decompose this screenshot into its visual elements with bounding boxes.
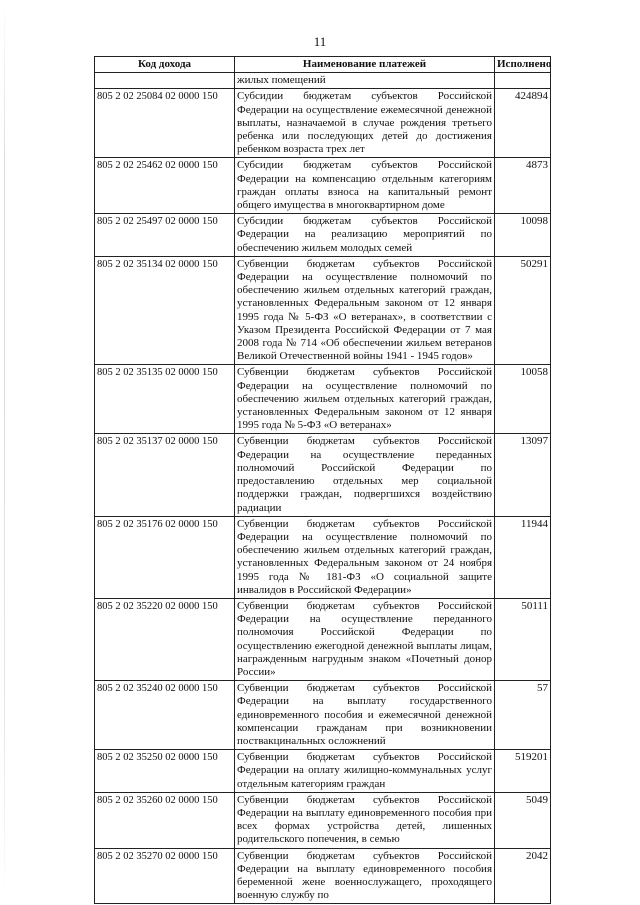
cell-amount: 5049 [495,792,551,848]
cell-code: 805 2 02 25462 02 0000 150 [95,158,235,214]
table-row [95,681,551,750]
page-number: 11 [313,34,327,49]
cell-code: 805 2 02 35240 02 0000 150 [95,681,235,750]
table-row [95,848,551,904]
table-header-row [95,57,551,73]
cell-name: Субвенции бюджетам субъектов Российской Федерации на осуществление переданного полномочия Российской Федерации по осуществлению ежегодной денежной выплаты лицам, награжденным нагрудным знаком «Почетный донор России» [235,598,495,680]
header-code: Код дохода [95,57,235,73]
table-row [95,434,551,516]
table-row-continuation [95,73,551,89]
cell-amount: 424894 [495,89,551,158]
cell-code: 805 2 02 35176 02 0000 150 [95,516,235,598]
table-row [95,792,551,848]
table-row [95,516,551,598]
cell-name: Субвенции бюджетам субъектов Российской Федерации на выплату государственного единовременного пособия и ежемесячной денежной компенсации гражданам при возникновении поствакцинальных осложнений [235,681,495,750]
table-row [95,158,551,214]
cell-name: Субвенции бюджетам субъектов Российской Федерации на осуществление полномочий по обеспечению жильем отдельных категорий граждан, установленных Федеральным законом от 24 ноября 1995 года № 181-ФЗ «О социальной защите инвалидов в Российской Федерации» [235,516,495,598]
cell-name: Субвенции бюджетам субъектов Российской Федерации на осуществление полномочий по обеспечению жильем отдельных категорий граждан, установленных Федеральным законом от 12 января 1995 года № 5-ФЗ «О ветеранах» [235,365,495,434]
table-row [95,89,551,158]
cell-name: Субвенции бюджетам субъектов Российской Федерации на осуществление переданных полномочий Российской Федерации по предоставлению отдельных мер социальной поддержки граждан, подвергшихся воздействию радиации [235,434,495,516]
table-row [95,598,551,680]
cell-code: 805 2 02 35220 02 0000 150 [95,598,235,680]
cell-amount [495,73,551,89]
cell-code: 805 2 02 25497 02 0000 150 [95,214,235,257]
table-row [95,256,551,365]
cell-amount: 519201 [495,750,551,793]
cell-name: Субсидии бюджетам субъектов Российской Федерации на реализацию мероприятий по обеспечению жильем молодых семей [235,214,495,257]
cell-name: Субвенции бюджетам субъектов Российской Федерации на выплату единовременного пособия при всех формах устройства детей, лишенных родительского попечения, в семью [235,792,495,848]
revenue-table [94,56,551,904]
cell-amount: 50111 [495,598,551,680]
header-amount: Исполнено [495,57,551,73]
cell-amount: 2042 [495,848,551,904]
cell-code: 805 2 02 35250 02 0000 150 [95,750,235,793]
cell-amount: 10058 [495,365,551,434]
cell-name: жилых помещений [235,73,495,89]
header-name: Наименование платежей [235,57,495,73]
cell-code: 805 2 02 35134 02 0000 150 [95,256,235,365]
table-row [95,365,551,434]
cell-code: 805 2 02 25084 02 0000 150 [95,89,235,158]
cell-code: 805 2 02 35135 02 0000 150 [95,365,235,434]
cell-name: Субсидии бюджетам субъектов Российской Федерации на осуществление ежемесячной денежной выплаты, назначаемой в случае рождения третьего ребенка или последующих детей до достижения ребенком возраста трех лет [235,89,495,158]
cell-code: 805 2 02 35137 02 0000 150 [95,434,235,516]
table-row [95,214,551,257]
cell-name: Субвенции бюджетам субъектов Российской Федерации на оплату жилищно-коммунальных услуг отдельным категориям граждан [235,750,495,793]
cell-amount: 57 [495,681,551,750]
cell-amount: 13097 [495,434,551,516]
cell-name: Субвенции бюджетам субъектов Российской Федерации на осуществление полномочий по обеспечению жильем отдельных категорий граждан, установленных Федеральным законом от 12 января 1995 года № 5-ФЗ «О ветеранах», в соответствии с Указом Президента Российской Федерации от 7 мая 2008 года № 714 «Об обеспечении жильем ветеранов Великой Отечественной войны 1941 - 1945 годов» [235,256,495,365]
cell-amount: 11944 [495,516,551,598]
cell-code: 805 2 02 35260 02 0000 150 [95,792,235,848]
cell-code: 805 2 02 35270 02 0000 150 [95,848,235,904]
cell-name: Субсидии бюджетам субъектов Российской Федерации на компенсацию отдельным категориям граждан оплаты взноса на капитальный ремонт общего имущества в многоквартирном доме [235,158,495,214]
cell-amount: 10098 [495,214,551,257]
cell-amount: 4873 [495,158,551,214]
cell-code [95,73,235,89]
cell-amount: 50291 [495,256,551,365]
cell-name: Субвенции бюджетам субъектов Российской Федерации на выплату единовременного пособия беременной жене военнослужащего, проходящего военную службу по [235,848,495,904]
scan-edge-shadow [4,0,5,905]
table-row [95,750,551,793]
